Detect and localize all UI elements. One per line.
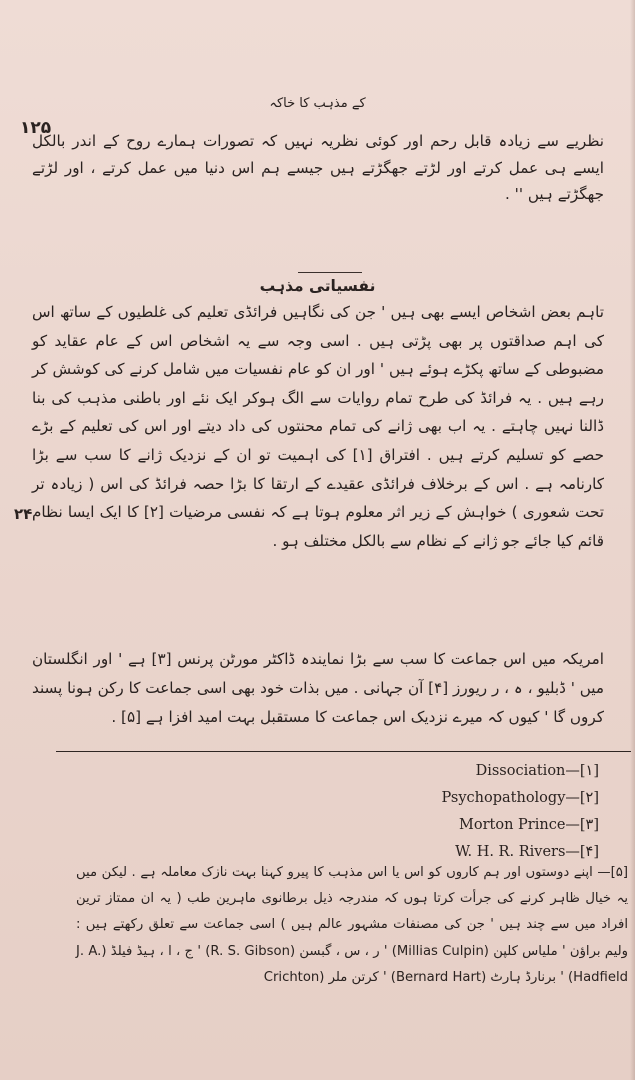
section-title: نفسیاتی مذہب (259, 277, 376, 295)
footnote-item: Psychopathology—[۲] (441, 790, 599, 806)
footnote-item: W. H. R. Rivers—[۴] (455, 844, 599, 860)
footnote-rule (56, 751, 631, 752)
footnote-item: Dissociation—[۱] (475, 763, 599, 779)
page-number: ۱۲۵ (20, 118, 52, 138)
margin-note: ۲۴ (14, 505, 33, 523)
footnote-five: [۵]— اپنے دوستوں اور ہم کاروں کو اس یا اس مذہب کا پیرو کہنا بہت نازک معاملہ ہے . لیکن میں یہ خیال ظاہر کرنے کی جرأت کرتا ہوں کہ مندرجہ ذیل برطانوی ماہرین طب ( یہ ان ممتاز ترین افراد میں سے چند ہیں ' جن کی مصنفات مشہور عالم ہیں ) اسی جماعت سے تعلق رکھتے ہیں : ولیم براؤن ' ملیاس کلپن (Millias Culpin) ' ر ، س ، گبسن (R. S. Gibson) ' ج ، ا ، ہیڈ فیلڈ (J. A. Hadfield) ' برنارڈ ہارٹ (Bernard Hart) ' کرتن ملر (Crichton (76, 865, 628, 985)
page-edge-shadow (630, 0, 635, 1080)
running-head: کے مذہب کا خاکہ (269, 96, 366, 111)
footnote-item: Morton Prince—[۳] (459, 817, 599, 833)
footnote-list (442, 758, 599, 866)
section-divider (298, 272, 362, 273)
paragraph-main: تاہم بعض اشخاص ایسے بھی ہیں ' جن کی نگاہیں فرائڈی تعلیم کی غلطیوں کے ساتھ اس کی اہم صداقتوں پر بھی پڑتی ہیں . اسی وجہ سے یہ اشخاص اس کے عام عقاید کو مضبوطی کے ساتھ پکڑے ہوئے ہیں ' اور ان کو عام نفسیات میں شامل کرنے کی کوشش کر رہے ہیں . یہ فرائڈ کی طرح تمام روایات سے الگ ہوکر ایک نئے اور باطنی مذہب کی بنا ڈالنا نہیں چاہتے . یہ اب بھی ژانے کی تمام محنتوں کی داد دیتے اور اس کی تعلیم کے بڑے حصے کو تسلیم کرتے ہیں . افتراق [۱] کی اہمیت تو ان کے نزدیک ژانے کا سب سے بڑا کارنامہ ہے . اس کے برخلاف فرائڈی عقیدے کے ارتقا کا بڑا حصہ فرائڈ کی اس ( زیادہ تر تحت شعوری ) خواہش کے زیر اثر معلوم ہوتا ہے کہ نفسی مرضیات [۲] کا ایک ایسا نظام قائم کیا جائے جو ژانے کے نظام سے بالکل مختلف ہو . (32, 303, 604, 550)
paragraph-top: نظریے سے زیادہ قابل رحم اور کوئی نظریہ نہیں کہ تصورات ہمارے روح کے اندر بالکل ایسے ہی عمل کرتے اور لڑتے جھگڑتے ہیں جیسے ہم اس دنیا میں عمل کرتے ، اور لڑتے جھگڑتے ہیں '' . (32, 132, 604, 203)
paragraph-america: امریکہ میں اس جماعت کا سب سے بڑا نمایندہ ڈاکٹر مورٹن پرنس [۳] ہے ' اور انگلستان میں ' ڈبلیو ، ہ ، ر ریورز [۴] آن جہانی . میں بذات خود بھی اسی جماعت کا رکن ہونا پسند کروں گا ' کیوں کہ میرے نزدیک اس جماعت کا مستقبل بہت امید افزا ہے [۵] . (32, 650, 605, 726)
